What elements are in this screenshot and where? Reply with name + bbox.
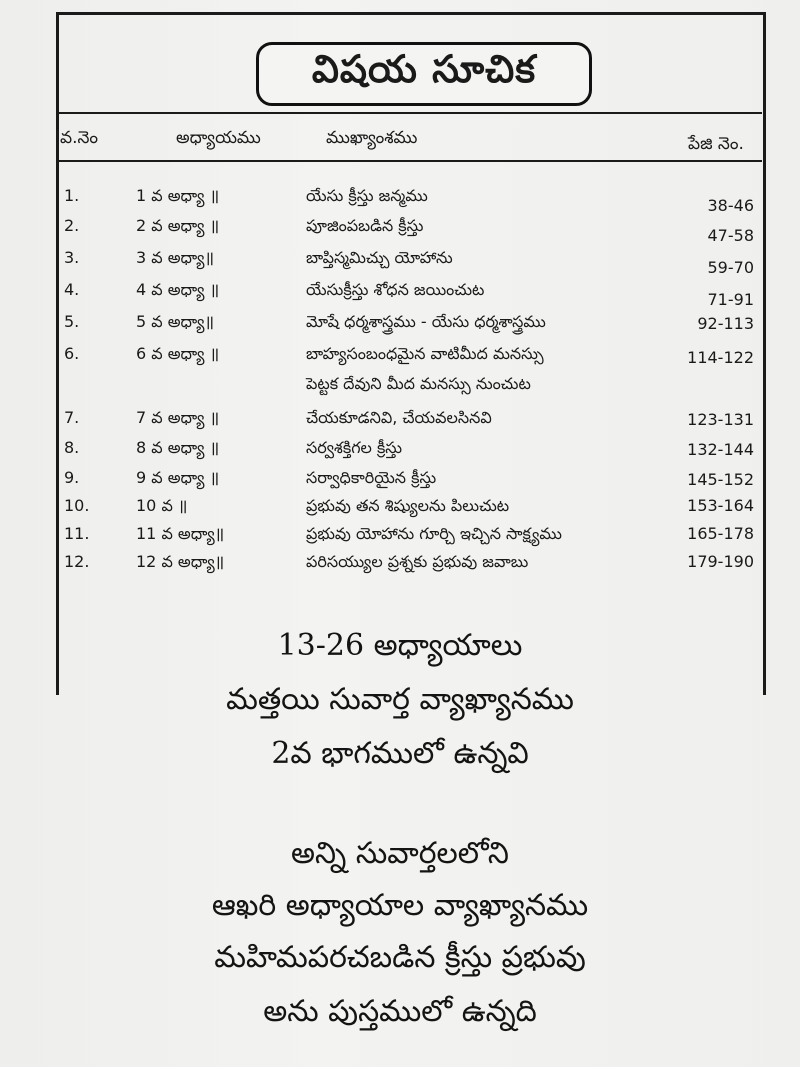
row-pages: 145-152: [687, 470, 754, 489]
note-line-commentary: మత్తయి సువార్త వ్యాఖ్యానము: [226, 682, 574, 717]
row-pages: 47-58: [707, 226, 754, 245]
footer-line-1: అన్ని సువార్తలలోని: [291, 836, 509, 871]
row-topic: సర్వాధికారియైన క్రీస్తు: [306, 468, 437, 487]
row-topic: ప్రభువు తన శిష్యులను పిలుచుట: [306, 496, 510, 515]
row-pages: 59-70: [707, 258, 754, 277]
table-row: [0, 494, 800, 522]
row-pages: 38-46: [707, 196, 754, 215]
row-chapter: 4 వ అధ్యా ॥: [136, 280, 220, 299]
row-serial: 12.: [64, 552, 90, 571]
table-row: [0, 246, 800, 277]
row-serial: 1.: [64, 186, 80, 205]
header-chapter: అధ్యాయము: [176, 128, 261, 148]
footer-line-3: మహిమపరచబడిన క్రీస్తు ప్రభువు: [214, 940, 586, 975]
contents-title: విషయ సూచిక: [256, 42, 592, 106]
row-pages: 153-164: [687, 496, 754, 515]
table-row: [0, 214, 800, 245]
row-serial: 6.: [64, 344, 80, 363]
footer-line-2: ఆఖరి అధ్యాయాల వ్యాఖ్యానము: [211, 888, 589, 923]
row-serial: 5.: [64, 312, 80, 331]
row-topic: సర్వశక్తిగల క్రీస్తు: [306, 438, 403, 457]
table-row: [0, 310, 800, 338]
note-line-part-two: 2వ భాగములో ఉన్నవి: [271, 736, 529, 771]
row-serial: 3.: [64, 248, 80, 267]
table-row: [0, 184, 800, 215]
row-serial: 2.: [64, 216, 80, 235]
row-topic: యేసు క్రీస్తు జన్మము: [306, 186, 428, 205]
row-topic: పూజింపబడిన క్రీస్తు: [306, 216, 424, 235]
header-topic: ముఖ్యాంశము: [326, 128, 418, 148]
note-line-chapters: 13-26 అధ్యాయాలు: [277, 628, 523, 663]
table-row: [0, 550, 800, 578]
row-pages: 165-178: [687, 524, 754, 543]
row-serial: 11.: [64, 524, 90, 543]
table-row: [0, 372, 800, 400]
row-topic: పరిసయ్యుల ప్రశ్నకు ప్రభువు జవాబు: [306, 552, 529, 571]
row-chapter: 10 వ ॥: [136, 496, 188, 515]
row-chapter: 2 వ అధ్యా ॥: [136, 216, 220, 235]
table-row: [0, 466, 800, 494]
row-serial: 8.: [64, 438, 80, 457]
row-serial: 10.: [64, 496, 90, 515]
row-chapter: 5 వ అధ్యా॥: [136, 312, 215, 331]
table-row: [0, 278, 800, 309]
row-topic: మోషే ధర్మశాస్త్రము - యేసు ధర్మశాస్త్రము: [306, 312, 546, 331]
row-topic: చేయకూడనివి, చేయవలసినవి: [306, 408, 492, 427]
row-chapter: 6 వ అధ్యా ॥: [136, 344, 220, 363]
header-page-number: పేజి నెం.: [688, 134, 744, 154]
footer-line-4: అను పుస్తములో ఉన్నది: [263, 994, 537, 1029]
row-chapter: 8 వ అధ్యా ॥: [136, 438, 220, 457]
row-topic: బాహ్యసంబంధమైన వాటిమీద మనస్సు: [306, 344, 544, 363]
row-pages: 71-91: [707, 290, 754, 309]
row-serial: 7.: [64, 408, 80, 427]
row-pages: 132-144: [687, 440, 754, 459]
table-row: [0, 522, 800, 550]
row-pages: 114-122: [687, 348, 754, 367]
row-chapter: 3 వ అధ్యా॥: [136, 248, 215, 267]
table-row: [0, 406, 800, 434]
row-topic: బాప్తిస్మమిచ్చు యోహాను: [306, 248, 453, 267]
row-chapter: 7 వ అధ్యా ॥: [136, 408, 220, 427]
row-serial: 4.: [64, 280, 80, 299]
row-chapter: 1 వ అధ్యా ॥: [136, 186, 220, 205]
row-pages: 179-190: [687, 552, 754, 571]
row-chapter: 12 వ అధ్యా॥: [136, 552, 225, 571]
row-pages: 123-131: [687, 410, 754, 429]
row-chapter: 11 వ అధ్యా॥: [136, 524, 225, 543]
row-topic: యేసుక్రీస్తు శోధన జయించుట: [306, 280, 485, 299]
table-row: [0, 436, 800, 464]
header-serial: వ.నెం: [60, 128, 99, 148]
row-pages: 92-113: [697, 314, 754, 333]
row-topic: పెట్టక దేవుని మీద మనస్సు నుంచుట: [306, 374, 531, 393]
header-rule-top: [56, 112, 762, 114]
header-rule-bottom: [56, 160, 762, 162]
row-chapter: 9 వ అధ్యా ॥: [136, 468, 220, 487]
row-serial: 9.: [64, 468, 80, 487]
table-row: [0, 342, 800, 370]
row-topic: ప్రభువు యోహాను గూర్చి ఇచ్చిన సాక్ష్యము: [306, 524, 562, 543]
